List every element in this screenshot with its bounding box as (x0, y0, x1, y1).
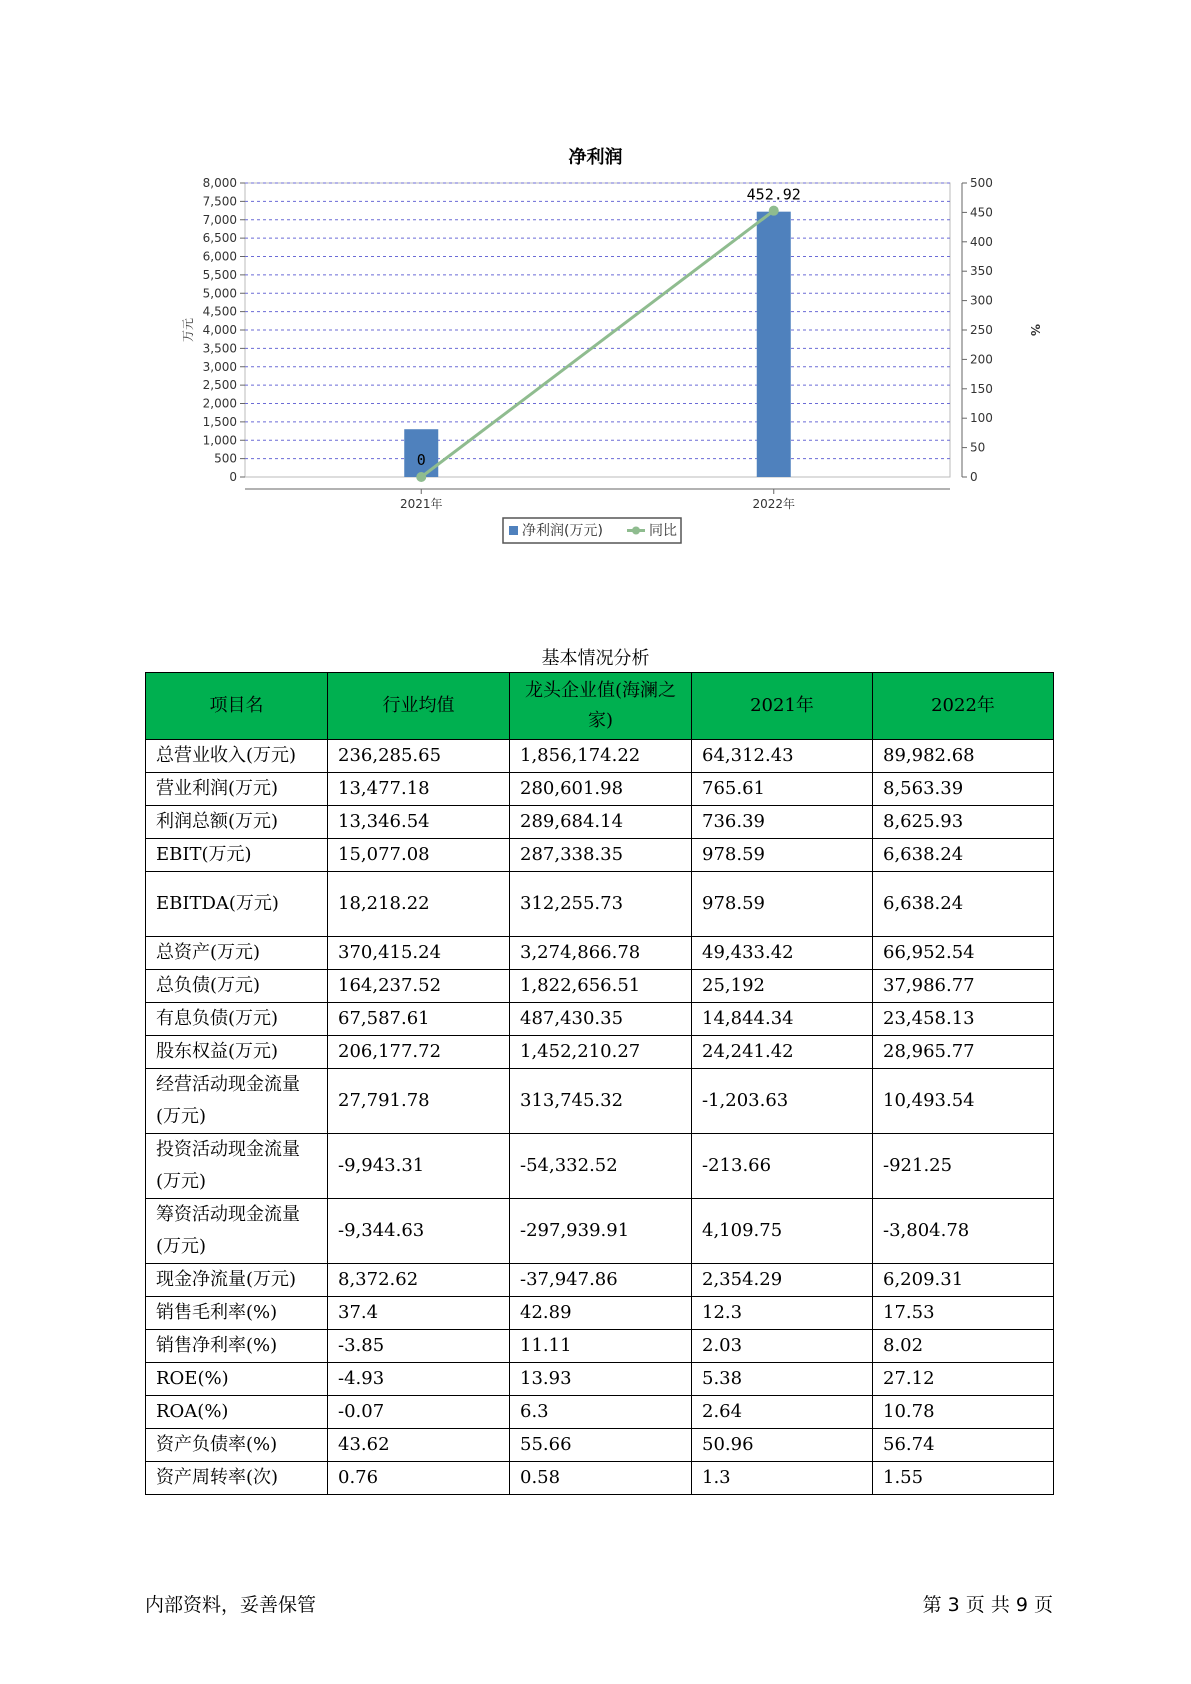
y-tick-label: 7,000 (202, 212, 237, 227)
value-cell: 10.78 (873, 1396, 1054, 1429)
value-cell: 27.12 (873, 1363, 1054, 1396)
y-tick-label: 8,000 (202, 176, 237, 190)
y2-tick-label: 200 (970, 352, 993, 367)
net-profit-chart (180, 176, 1042, 600)
row-label-cell: ROA(%) (146, 1396, 328, 1429)
y-tick-label: 3,500 (202, 341, 237, 356)
value-cell: -213.66 (692, 1134, 873, 1199)
y-tick-label: 6,000 (202, 249, 237, 264)
yoy-line (421, 211, 774, 477)
table-row (146, 1330, 1054, 1363)
value-cell: 8,372.62 (328, 1264, 510, 1297)
value-cell: 13,346.54 (328, 806, 510, 839)
value-cell: 37,986.77 (873, 970, 1054, 1003)
value-cell: 6,209.31 (873, 1264, 1054, 1297)
row-label-cell: EBITDA(万元) (146, 872, 328, 937)
value-cell: 206,177.72 (328, 1036, 510, 1069)
table-header-row (146, 673, 1054, 740)
x-tick-label: 2022年 (752, 497, 796, 511)
table-row (146, 937, 1054, 970)
value-cell: 64,312.43 (692, 740, 873, 773)
value-cell: 18,218.22 (328, 872, 510, 937)
value-cell: 14,844.34 (692, 1003, 873, 1036)
row-label-cell: 现金净流量(万元) (146, 1264, 328, 1297)
value-cell: 49,433.42 (692, 937, 873, 970)
row-label-cell: 销售净利率(%) (146, 1330, 328, 1363)
column-header: 行业均值 (328, 673, 510, 740)
row-label-cell: 利润总额(万元) (146, 806, 328, 839)
table-row (146, 1396, 1054, 1429)
table-row (146, 773, 1054, 806)
value-cell: 978.59 (692, 839, 873, 872)
value-cell: 370,415.24 (328, 937, 510, 970)
y-tick-label: 7,500 (202, 194, 237, 209)
value-cell: -37,947.86 (510, 1264, 692, 1297)
value-cell: 27,791.78 (328, 1069, 510, 1134)
value-cell: 6,638.24 (873, 839, 1054, 872)
value-cell: -9,344.63 (328, 1199, 510, 1264)
y2-tick-label: 250 (970, 323, 993, 337)
column-header: 项目名 (146, 673, 328, 740)
value-cell: 1.55 (873, 1462, 1054, 1495)
row-label-cell: 股东权益(万元) (146, 1036, 328, 1069)
plot-frame (245, 183, 950, 477)
value-cell: -54,332.52 (510, 1134, 692, 1199)
value-cell: 0.76 (328, 1462, 510, 1495)
value-cell: 0.58 (510, 1462, 692, 1495)
table-row (146, 1297, 1054, 1330)
value-cell: 55.66 (510, 1429, 692, 1462)
table-row (146, 740, 1054, 773)
table-row (146, 872, 1054, 937)
table-row (146, 970, 1054, 1003)
legend-bar-swatch (509, 526, 518, 535)
value-cell: 1,856,174.22 (510, 740, 692, 773)
row-label-cell: 营业利润(万元) (146, 773, 328, 806)
y2-tick-label: 300 (970, 293, 993, 308)
value-cell: 23,458.13 (873, 1003, 1054, 1036)
row-label-cell: 资产负债率(%) (146, 1429, 328, 1462)
value-cell: 11.11 (510, 1330, 692, 1363)
table-caption: 基本情况分析 (541, 648, 650, 669)
value-cell: 765.61 (692, 773, 873, 806)
value-cell: 2.64 (692, 1396, 873, 1429)
value-cell: 164,237.52 (328, 970, 510, 1003)
bar-2022年 (757, 212, 791, 477)
value-cell: 66,952.54 (873, 937, 1054, 970)
value-cell: 56.74 (873, 1429, 1054, 1462)
row-label-cell: 筹资活动现金流量(万元) (146, 1199, 328, 1264)
row-label-cell: 有息负债(万元) (146, 1003, 328, 1036)
row-label-cell: 总营业收入(万元) (146, 740, 328, 773)
value-cell: 236,285.65 (328, 740, 510, 773)
value-cell: -9,943.31 (328, 1134, 510, 1199)
value-cell: 50.96 (692, 1429, 873, 1462)
value-cell: 8,625.93 (873, 806, 1054, 839)
value-cell: 15,077.08 (328, 839, 510, 872)
y-tick-label: 4,500 (202, 304, 237, 319)
y2-tick-label: 150 (970, 381, 993, 396)
y-tick-label: 1,500 (202, 414, 237, 429)
value-cell: 13,477.18 (328, 773, 510, 806)
value-cell: 289,684.14 (510, 806, 692, 839)
column-header: 2022年 (873, 673, 1054, 740)
yoy-data-label: 0 (416, 451, 426, 469)
y2-tick-label: 500 (970, 176, 993, 190)
legend-line-label: 同比 (649, 523, 677, 539)
y2-tick-label: 100 (970, 411, 993, 426)
value-cell: 67,587.61 (328, 1003, 510, 1036)
value-cell: 287,338.35 (510, 839, 692, 872)
chart-title: 净利润 (568, 147, 623, 168)
legend-line-marker (632, 527, 640, 535)
value-cell: -297,939.91 (510, 1199, 692, 1264)
table-row (146, 806, 1054, 839)
value-cell: -3,804.78 (873, 1199, 1054, 1264)
row-label-cell: ROE(%) (146, 1363, 328, 1396)
column-header: 2021年 (692, 673, 873, 740)
table-row (146, 1134, 1054, 1199)
table-row (146, 1199, 1054, 1264)
y-tick-label: 6,500 (202, 231, 237, 246)
value-cell: 487,430.35 (510, 1003, 692, 1036)
value-cell: 8.02 (873, 1330, 1054, 1363)
y2-tick-label: 450 (970, 205, 993, 220)
table-row (146, 1462, 1054, 1495)
value-cell: 736.39 (692, 806, 873, 839)
column-header: 龙头企业值(海澜之家) (510, 673, 692, 740)
table-row (146, 839, 1054, 872)
y-tick-label: 0 (229, 470, 237, 484)
value-cell: 1,822,656.51 (510, 970, 692, 1003)
y2-tick-label: 350 (970, 264, 993, 279)
footer-page-number: 第 3 页 共 9 页 (922, 1594, 1053, 1616)
y-tick-label: 2,500 (202, 378, 237, 393)
value-cell: 978.59 (692, 872, 873, 937)
value-cell: 2,354.29 (692, 1264, 873, 1297)
row-label-cell: 经营活动现金流量(万元) (146, 1069, 328, 1134)
value-cell: 25,192 (692, 970, 873, 1003)
y-tick-label: 3,000 (202, 359, 237, 374)
value-cell: 4,109.75 (692, 1199, 873, 1264)
y-tick-label: 5,500 (202, 267, 237, 282)
value-cell: 313,745.32 (510, 1069, 692, 1134)
y-tick-label: 500 (214, 451, 237, 466)
value-cell: 37.4 (328, 1297, 510, 1330)
yoy-point (769, 206, 779, 216)
table-row (146, 1069, 1054, 1134)
y-axis-title: 万元 (181, 317, 195, 343)
value-cell: 312,255.73 (510, 872, 692, 937)
row-label-cell: 投资活动现金流量(万元) (146, 1134, 328, 1199)
value-cell: 28,965.77 (873, 1036, 1054, 1069)
value-cell: 2.03 (692, 1330, 873, 1363)
row-label-cell: 资产周转率(次) (146, 1462, 328, 1495)
value-cell: -3.85 (328, 1330, 510, 1363)
yoy-data-label: 452.92 (746, 185, 801, 204)
legend-bar-label: 净利润(万元) (522, 523, 603, 539)
value-cell: 3,274,866.78 (510, 937, 692, 970)
value-cell: 6.3 (510, 1396, 692, 1429)
y2-tick-label: 50 (970, 440, 986, 455)
value-cell: 1.3 (692, 1462, 873, 1495)
y2-tick-label: 0 (970, 470, 978, 484)
row-label-cell: EBIT(万元) (146, 839, 328, 872)
value-cell: -4.93 (328, 1363, 510, 1396)
y-tick-label: 2,000 (202, 396, 237, 411)
x-tick-label: 2021年 (399, 497, 443, 511)
y-tick-label: 5,000 (202, 286, 237, 301)
value-cell: 5.38 (692, 1363, 873, 1396)
row-label-cell: 总资产(万元) (146, 937, 328, 970)
value-cell: 6,638.24 (873, 872, 1054, 937)
value-cell: 280,601.98 (510, 773, 692, 806)
value-cell: 42.89 (510, 1297, 692, 1330)
value-cell: 13.93 (510, 1363, 692, 1396)
value-cell: 10,493.54 (873, 1069, 1054, 1134)
value-cell: -0.07 (328, 1396, 510, 1429)
yoy-point (416, 472, 426, 482)
value-cell: 1,452,210.27 (510, 1036, 692, 1069)
y2-axis-title: % (1028, 323, 1042, 337)
value-cell: 43.62 (328, 1429, 510, 1462)
table-row (146, 1264, 1054, 1297)
footer-confidential-note: 内部资料，妥善保管 (145, 1594, 317, 1616)
value-cell: -921.25 (873, 1134, 1054, 1199)
y-tick-label: 4,000 (202, 323, 237, 337)
row-label-cell: 销售毛利率(%) (146, 1297, 328, 1330)
table-body (146, 740, 1054, 1495)
value-cell: 8,563.39 (873, 773, 1054, 806)
value-cell: -1,203.63 (692, 1069, 873, 1134)
row-label-cell: 总负债(万元) (146, 970, 328, 1003)
table-row (146, 1429, 1054, 1462)
analysis-table (145, 672, 1054, 1495)
value-cell: 12.3 (692, 1297, 873, 1330)
value-cell: 24,241.42 (692, 1036, 873, 1069)
y-tick-label: 1,000 (202, 433, 237, 448)
value-cell: 17.53 (873, 1297, 1054, 1330)
table-row (146, 1036, 1054, 1069)
y2-tick-label: 400 (970, 234, 993, 249)
table-row (146, 1003, 1054, 1036)
table-row (146, 1363, 1054, 1396)
value-cell: 89,982.68 (873, 740, 1054, 773)
